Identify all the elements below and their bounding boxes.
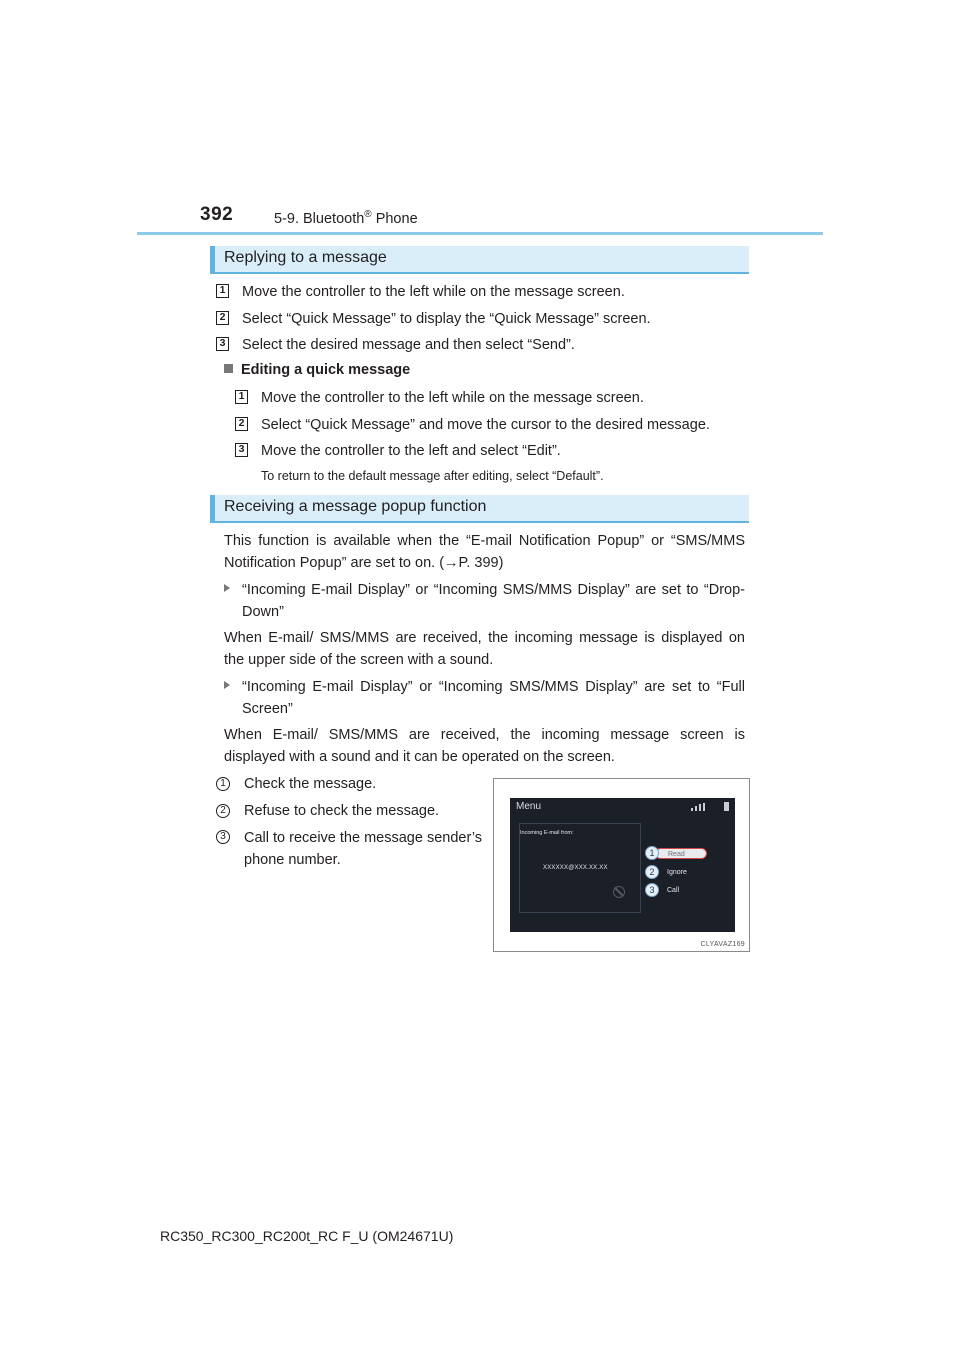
step-text: Select “Quick Message” to display the “Quick Message” screen. xyxy=(242,311,651,327)
callout-item-2 xyxy=(216,801,486,821)
bullet-text: “Incoming E-mail Display” or “Incoming SMS/MMS Display” are set to “Drop-Down” xyxy=(242,582,745,620)
signal-strength-icon xyxy=(691,803,713,811)
step-text: Move the controller to the left and select “Edit”. xyxy=(261,443,561,459)
model-code-footer: RC350_RC300_RC200t_RC F_U (OM24671U) xyxy=(160,1228,454,1244)
section-heading-text: Replying to a message xyxy=(224,249,387,266)
step-2 xyxy=(216,309,651,329)
subheading-editing xyxy=(224,362,410,378)
callout-text: Check the message. xyxy=(244,776,377,792)
section-heading-text: Receiving a message popup function xyxy=(224,498,487,515)
step-number-box: 3 xyxy=(235,443,248,457)
step-number-box: 3 xyxy=(216,337,229,351)
bullet-text: “Incoming E-mail Display” or “Incoming SMS/MMS Display” are set to “Full Screen” xyxy=(242,679,745,717)
chapter-title xyxy=(274,209,418,227)
section-heading-replying xyxy=(210,246,749,274)
triangle-bullet-icon xyxy=(224,681,230,689)
step-3 xyxy=(216,335,575,355)
paragraph-drop-down: When E-mail/ SMS/MMS are received, the incoming message is displayed on the upper side of the screen with a sound. xyxy=(224,630,745,668)
header-rule xyxy=(137,232,823,235)
paragraph-full-screen: When E-mail/ SMS/MMS are received, the incoming message screen is displayed with a sound and it can be operated on the screen. xyxy=(224,727,745,765)
step-number-box: 1 xyxy=(235,390,248,404)
step-text: Select “Quick Message” and move the cursor to the desired message. xyxy=(261,417,710,433)
step-text: Move the controller to the left while on the message screen. xyxy=(242,284,625,300)
menu-label: Menu xyxy=(516,801,542,812)
subheading-text: Editing a quick message xyxy=(241,362,411,378)
callout-item-1 xyxy=(216,774,486,794)
step-number-box: 2 xyxy=(235,417,248,431)
display-screen xyxy=(510,798,735,932)
callout-bubble-2: 2 xyxy=(645,865,659,879)
callout-text: Refuse to check the message. xyxy=(244,803,440,819)
prohibited-icon xyxy=(613,886,625,898)
incoming-message-figure xyxy=(493,778,750,952)
read-button[interactable]: Read xyxy=(655,848,707,859)
sub-step-3 xyxy=(235,441,561,461)
call-button[interactable]: Call xyxy=(667,887,680,894)
callout-bubble-3: 3 xyxy=(645,883,659,897)
incoming-label: Incoming E-mail from: xyxy=(520,830,574,836)
callout-bubble-1: 1 xyxy=(645,846,659,860)
triangle-bullet-icon xyxy=(224,584,230,592)
callout-item-3 xyxy=(216,827,486,871)
page-number: 392 xyxy=(200,204,234,225)
intro-paragraph: This function is available when the “E-mail Notification Popup” or “SMS/MMS Notification Popup” are set to on. (→P. 399) xyxy=(224,533,745,571)
step-1 xyxy=(216,282,625,302)
registered-mark: ® xyxy=(364,209,372,220)
step-number-box: 2 xyxy=(216,311,229,325)
sub-step-1 xyxy=(235,388,644,408)
figure-code: CLYAVAZ169 xyxy=(700,941,745,948)
section-heading-popup xyxy=(210,495,749,523)
step-text: Move the controller to the left while on the message screen. xyxy=(261,390,644,406)
bullet-drop-down xyxy=(224,579,745,623)
callout-number: 1 xyxy=(216,777,230,791)
step-text: Select the desired message and then select “Send”. xyxy=(242,337,575,353)
battery-icon xyxy=(724,802,729,811)
chapter-prefix: 5-9. Bluetooth xyxy=(274,210,365,227)
sub-step-2 xyxy=(235,415,710,435)
callout-number: 3 xyxy=(216,830,230,844)
callout-text: Call to receive the message sender’s phone number. xyxy=(244,830,483,868)
step-number-box: 1 xyxy=(216,284,229,298)
sender-address: XXXXXX@XXX.XX.XX xyxy=(543,865,608,871)
note-default: To return to the default message after editing, select “Default”. xyxy=(261,469,604,483)
callout-number: 2 xyxy=(216,804,230,818)
square-bullet-icon xyxy=(224,364,233,373)
chapter-suffix: Phone xyxy=(371,210,418,227)
bullet-full-screen xyxy=(224,676,745,720)
ignore-button[interactable]: Ignore xyxy=(667,869,687,876)
